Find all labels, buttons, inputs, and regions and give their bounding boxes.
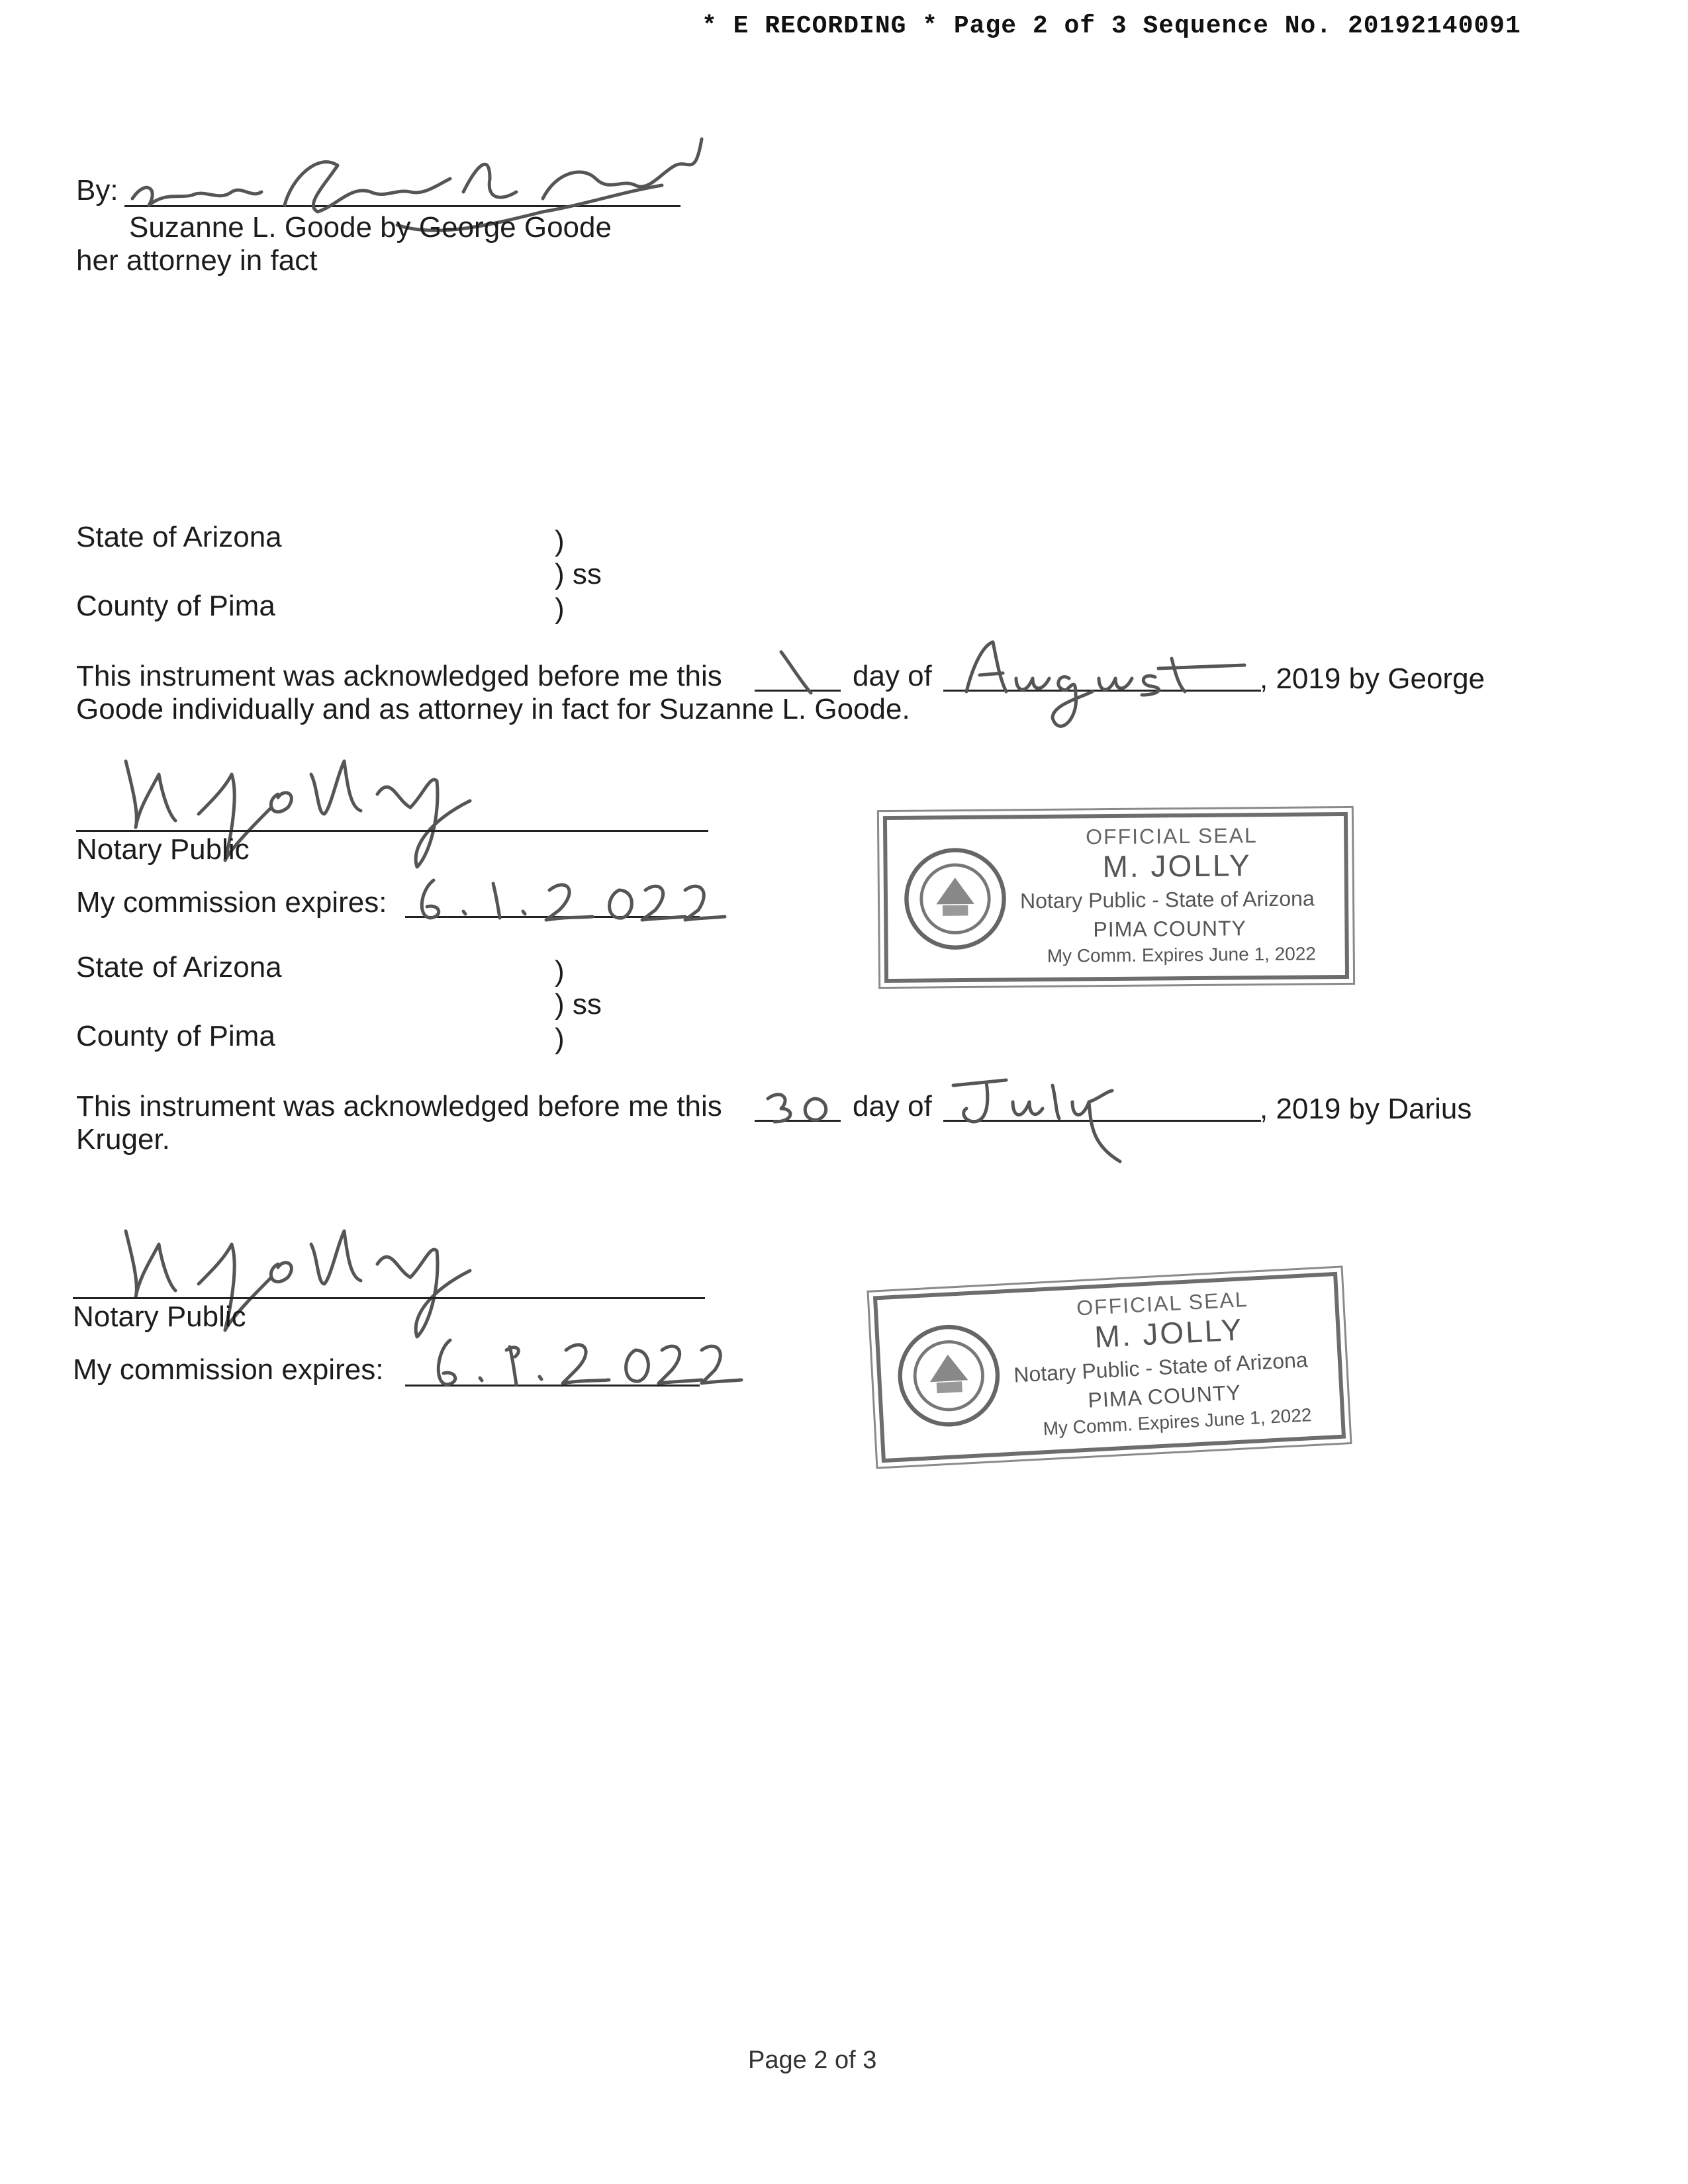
state-seal-emblem-icon (902, 845, 1008, 952)
ack2-notary-public-label: Notary Public (73, 1300, 246, 1333)
ack1-paren-top: ) (555, 525, 565, 557)
seal-notary-state: Notary Public - State of Arizona (1019, 886, 1315, 913)
seal-notary-name: M. JOLLY (1102, 848, 1252, 884)
ack1-notary-signature-line (76, 830, 708, 832)
ack1-state: State of Arizona (76, 521, 282, 553)
seal-notary-state: Notary Public - State of Arizona (1013, 1347, 1309, 1387)
ack2-official-seal (873, 1272, 1346, 1463)
ack2-day-handwritten (755, 1085, 847, 1132)
ack2-paren-top: ) (555, 955, 565, 987)
ack1-text-d: Goode individually and as attorney in fact for Suzanne L. Goode. (76, 693, 910, 725)
ack2-state: State of Arizona (76, 951, 282, 983)
seal-expiration: My Comm. Expires June 1, 2022 (1042, 1404, 1313, 1439)
ack2-text-a: This instrument was acknowledged before me this (76, 1090, 722, 1122)
signer-name-line: Suzanne L. Goode by George Goode (129, 211, 612, 244)
ack1-text-b: day of (853, 660, 932, 692)
ack2-text-d: Kruger. (76, 1123, 170, 1156)
ack1-ss: ) ss (555, 558, 602, 590)
recording-header: * E RECORDING * Page 2 of 3 Sequence No. 20192140091 (702, 12, 1521, 40)
state-seal-emblem-icon (893, 1320, 1004, 1432)
ack1-text-a: This instrument was acknowledged before me this (76, 660, 722, 692)
ack1-text-c: , 2019 by George (1260, 662, 1485, 695)
ack1-day-handwritten (755, 645, 847, 698)
ack2-text-b: day of (853, 1090, 932, 1122)
ack2-commission-handwritten (424, 1330, 741, 1396)
ack2-notary-signature-line (73, 1297, 705, 1299)
page-number: Page 2 of 3 (748, 2046, 877, 2074)
ack1-paren-bottom: ) (555, 592, 565, 625)
ack1-county: County of Pima (76, 590, 275, 622)
seal-title: OFFICIAL SEAL (1076, 1287, 1249, 1320)
seal-notary-name: M. JOLLY (1094, 1312, 1244, 1355)
ack2-text-c: , 2019 by Darius (1260, 1093, 1472, 1125)
attorney-in-fact-line: her attorney in fact (76, 244, 318, 277)
ack2-paren-bottom: ) (555, 1023, 565, 1055)
seal-title: OFFICIAL SEAL (1086, 823, 1258, 849)
ack2-commission-label: My commission expires: (73, 1353, 384, 1386)
ack1-commission-label: My commission expires: (76, 886, 387, 919)
ack2-month-handwritten (947, 1072, 1145, 1165)
ack2-county: County of Pima (76, 1020, 275, 1052)
by-label: By: (76, 174, 118, 206)
ack2-ss: ) ss (555, 988, 602, 1021)
ack1-notary-public-label: Notary Public (76, 833, 250, 866)
ack1-commission-handwritten (407, 870, 725, 930)
seal-expiration: My Comm. Expires June 1, 2022 (1047, 943, 1317, 966)
seal-county: PIMA COUNTY (1093, 916, 1247, 942)
ack1-month-handwritten (953, 632, 1271, 745)
seal-county: PIMA COUNTY (1087, 1380, 1242, 1412)
ack1-official-seal (883, 812, 1349, 983)
